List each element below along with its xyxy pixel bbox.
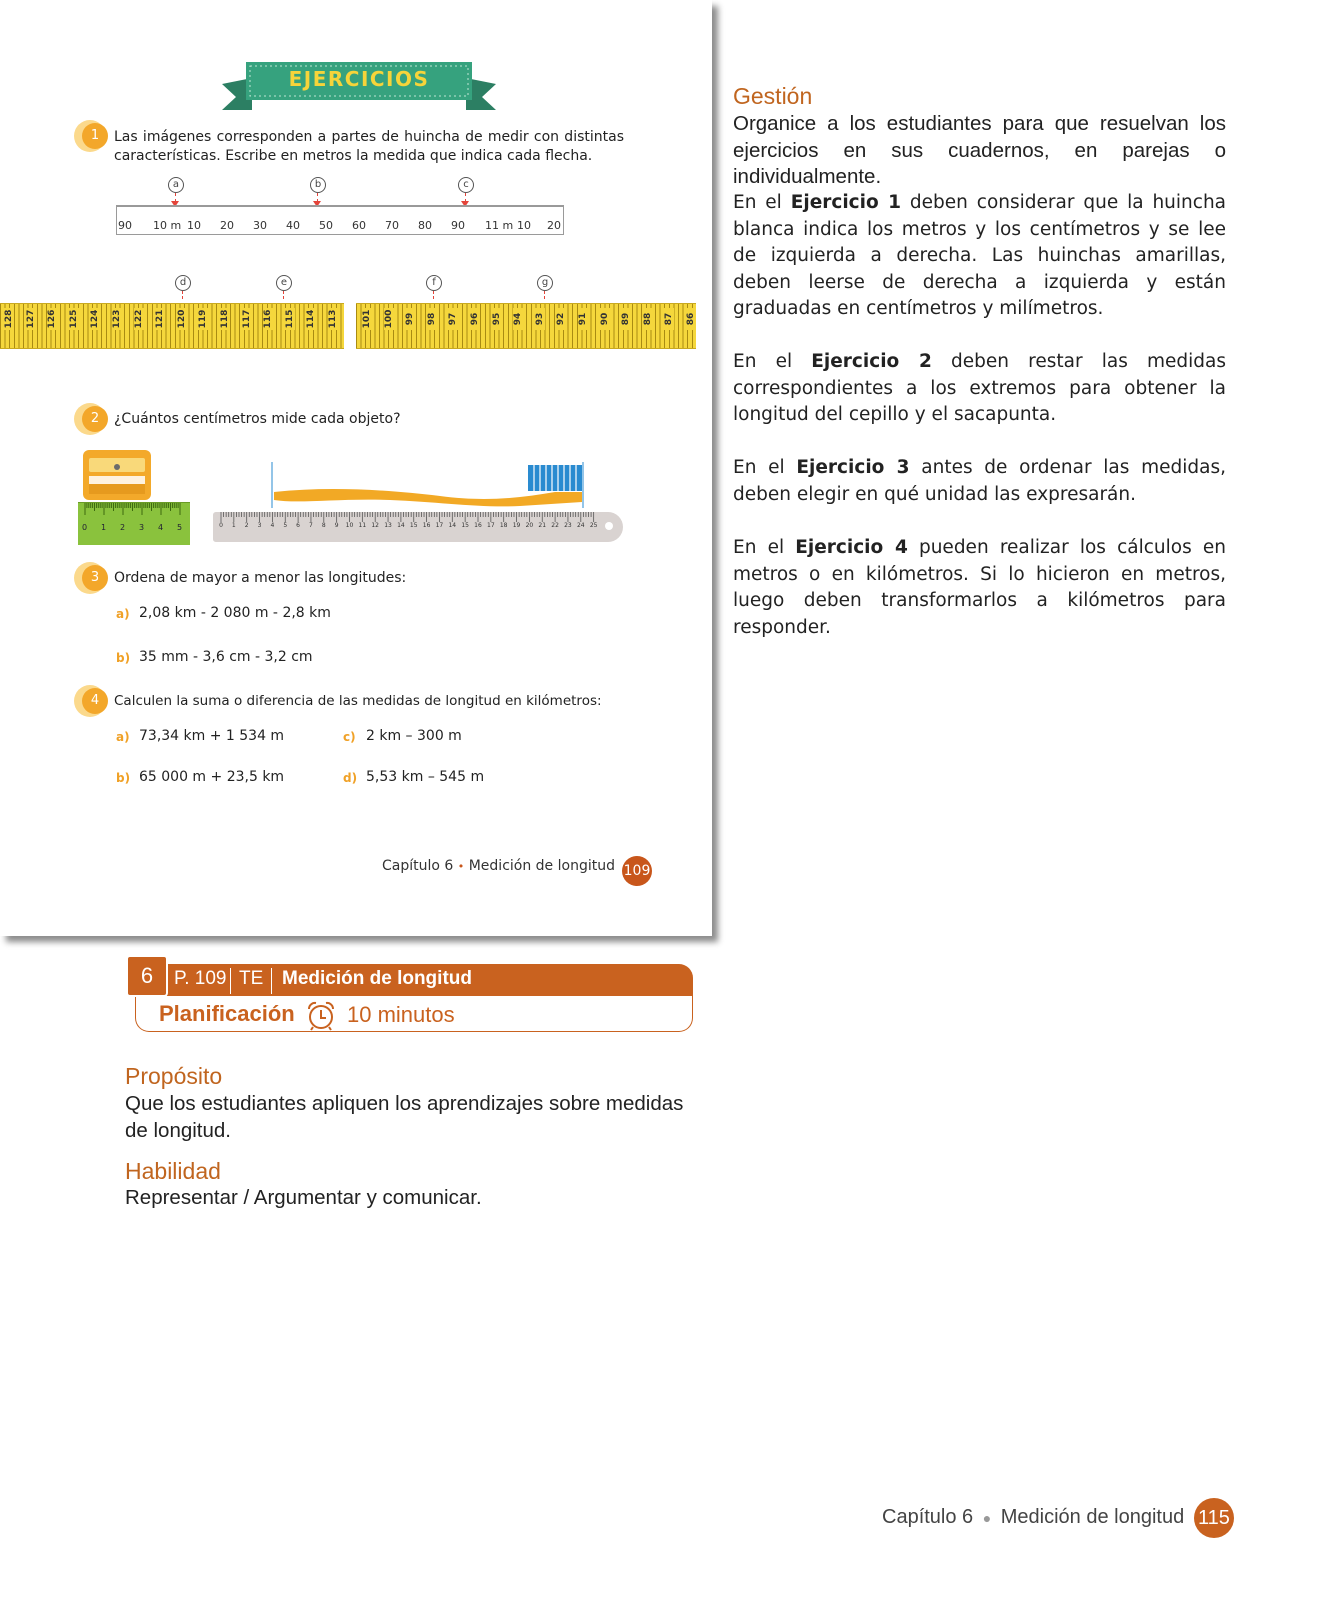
gray-ruler-label: 24 bbox=[576, 522, 585, 529]
habilidad-text: Representar / Argumentar y comunicar. bbox=[125, 1186, 482, 1209]
item-text: 73,34 km + 1 534 m bbox=[139, 728, 285, 744]
arrow-e bbox=[283, 291, 284, 299]
tape-number: 118 bbox=[220, 309, 230, 329]
gray-ruler-label: 13 bbox=[384, 522, 392, 529]
tape-number: 92 bbox=[556, 308, 566, 330]
tape-number: 114 bbox=[306, 309, 317, 329]
proposito-heading: Propósito bbox=[125, 1063, 223, 1089]
gray-ruler-label: 10 bbox=[345, 522, 354, 529]
tape-number: 95 bbox=[492, 308, 502, 330]
tape-number: 119 bbox=[198, 309, 209, 329]
text-run: En el bbox=[733, 192, 791, 213]
footer-title: Medición de longitud bbox=[1000, 1506, 1185, 1528]
white-tape-label: 20 bbox=[220, 219, 234, 232]
white-tape-label: 20 bbox=[547, 219, 561, 232]
bar-divider bbox=[230, 968, 231, 994]
tape-number: 121 bbox=[155, 309, 166, 329]
tape-number: 96 bbox=[470, 308, 480, 330]
gestion-paragraph-1: Organice a los estudiantes para que resuelvan los ejercicios en sus cuadernos, en parejas o individualmente. bbox=[733, 112, 1226, 188]
white-tape-label: 11 m bbox=[485, 219, 514, 232]
exercise-1-text: Las imágenes corresponden a partes de huincha de medir con distintas características. Escribe en metros la medida que indica cada flecha. bbox=[114, 129, 624, 164]
gray-ruler-label: 16 bbox=[474, 522, 482, 529]
text-run: En el bbox=[733, 537, 796, 558]
tape-number: 89 bbox=[621, 308, 631, 330]
planning-duration: 10 minutos bbox=[347, 1002, 455, 1027]
green-ruler bbox=[78, 502, 190, 545]
gray-ruler-label: 15 bbox=[461, 522, 469, 529]
inset-footer bbox=[382, 858, 615, 874]
arrow-label-a: a bbox=[168, 177, 184, 193]
green-ruler-label: 0 bbox=[82, 523, 88, 532]
green-ruler-label: 5 bbox=[177, 523, 183, 532]
gestion-paragraph-3 bbox=[733, 349, 1226, 429]
tape-number: 90 bbox=[600, 308, 610, 330]
white-tape-ticks bbox=[117, 206, 563, 218]
inset-footer-separator: • bbox=[457, 860, 465, 873]
text-run: En el bbox=[733, 351, 812, 372]
exercise-reference: Ejercicio 1 bbox=[790, 192, 902, 213]
item-letter: b) bbox=[116, 651, 131, 665]
tape-number: 120 bbox=[176, 309, 187, 329]
exercise-1-badge: 1 bbox=[82, 123, 108, 149]
gray-ruler-label: 8 bbox=[321, 522, 326, 529]
gray-ruler-label: 20 bbox=[525, 522, 534, 529]
exercise-3-text: Ordena de mayor a menor las longitudes: bbox=[114, 570, 407, 586]
planning-label: Planificación bbox=[159, 1001, 295, 1026]
yellow-tape-right bbox=[356, 303, 696, 349]
exercise-reference: Ejercicio 2 bbox=[811, 351, 932, 372]
green-ruler-label: 1 bbox=[101, 523, 107, 532]
text-run: En el bbox=[733, 457, 797, 478]
tape-number: 91 bbox=[578, 308, 588, 330]
gray-ruler-label: 14 bbox=[397, 522, 405, 529]
tape-number: 128 bbox=[4, 309, 14, 329]
white-tape-label: 90 bbox=[451, 219, 465, 232]
tape-number: 101 bbox=[362, 309, 372, 329]
tape-number: 122 bbox=[133, 309, 144, 329]
gray-ruler-label: 21 bbox=[538, 522, 547, 529]
text-run: deben considerar que la huincha blanca indica los metros y los centímetros y se lee de izquierda a derecha. Las huinchas amarillas, deben leerse de derecha a izquierda y están graduadas en centímetros y milímetros. bbox=[733, 192, 1227, 319]
page-number: 115 bbox=[1194, 1498, 1234, 1538]
ruler-hole bbox=[605, 522, 613, 530]
text-run: deben restar las medidas correspondientes a los extremos para obtener la longitud del cepillo y el sacapunta. bbox=[733, 351, 1226, 425]
gray-ruler-label: 25 bbox=[589, 522, 598, 529]
item-letter: c) bbox=[343, 730, 356, 744]
item-text: 2,08 km - 2 080 m - 2,8 km bbox=[139, 605, 331, 621]
gray-ruler-label: 4 bbox=[270, 522, 275, 529]
green-ruler-label: 2 bbox=[120, 523, 126, 532]
gray-ruler-label: 17 bbox=[435, 522, 444, 529]
gestion-paragraph-5 bbox=[733, 535, 1226, 641]
gray-ruler-label: 16 bbox=[422, 522, 431, 529]
green-ruler-label: 4 bbox=[158, 523, 164, 532]
exercise-reference: Ejercicio 4 bbox=[795, 537, 908, 558]
gray-ruler-label: 19 bbox=[512, 522, 521, 529]
toothbrush-image bbox=[270, 462, 586, 508]
gray-ruler-label: 2 bbox=[244, 522, 249, 529]
gray-ruler-label: 17 bbox=[487, 522, 495, 529]
white-tape-label: 90 bbox=[118, 219, 132, 232]
white-tape-label: 40 bbox=[286, 219, 300, 232]
alarm-clock-icon bbox=[305, 1000, 337, 1032]
tape-number: 100 bbox=[383, 309, 394, 329]
gray-ruler bbox=[213, 512, 623, 542]
inset-page-number: 109 bbox=[622, 856, 652, 886]
item-text: 5,53 km – 545 m bbox=[366, 769, 485, 785]
planning-title: Medición de longitud bbox=[282, 968, 472, 989]
tape-number: 99 bbox=[405, 308, 415, 330]
gestion-heading: Gestión bbox=[733, 83, 813, 109]
arrow-label-e: e bbox=[276, 275, 292, 291]
gray-ruler-label: 1 bbox=[231, 522, 236, 529]
tape-number: 113 bbox=[328, 309, 338, 329]
gray-ruler-label: 9 bbox=[334, 522, 339, 529]
student-page-inset bbox=[0, 0, 712, 936]
banner-title: EJERCICIOS bbox=[288, 67, 430, 91]
tape-number: 127 bbox=[25, 309, 36, 329]
exercise-reference: Ejercicio 3 bbox=[796, 457, 910, 478]
green-ruler-label: 3 bbox=[139, 523, 145, 532]
gray-ruler-label: 7 bbox=[309, 522, 313, 529]
gestion-paragraph-2 bbox=[733, 190, 1226, 323]
page-reference: P. 109 bbox=[174, 968, 227, 989]
tape-number: 124 bbox=[90, 309, 101, 329]
white-tape-label: 70 bbox=[385, 219, 399, 232]
arrow-label-g: g bbox=[537, 275, 553, 291]
white-tape-label: 60 bbox=[352, 219, 366, 232]
exercise-2-badge: 2 bbox=[82, 406, 108, 432]
item-letter: a) bbox=[116, 730, 130, 744]
item-text: 2 km – 300 m bbox=[366, 728, 462, 744]
tape-number: 86 bbox=[686, 308, 696, 330]
gray-ruler-label: 0 bbox=[219, 522, 223, 529]
exercise-4-text: Calculen la suma o diferencia de las medidas de longitud en kilómetros: bbox=[114, 693, 602, 709]
gray-ruler-label: 14 bbox=[448, 522, 457, 529]
inset-footer-chapter: Capítulo 6 bbox=[382, 858, 454, 874]
item-letter: b) bbox=[116, 771, 131, 785]
inset-footer-title: Medición de longitud bbox=[468, 858, 615, 874]
white-tape-label: 50 bbox=[319, 219, 333, 232]
gray-ruler-label: 11 bbox=[358, 522, 367, 529]
arrow-label-d: d bbox=[175, 275, 191, 291]
tape-number: 94 bbox=[513, 308, 523, 330]
arrow-d bbox=[182, 291, 183, 299]
white-tape-label: 30 bbox=[253, 219, 267, 232]
text-run: pueden realizar los cálculos en metros o en kilómetros. Si lo hicieron en metros, luego deben transformarlos a kilómetros para responder. bbox=[733, 537, 1226, 638]
white-tape-label: 10 m bbox=[153, 219, 182, 232]
tape-number: 115 bbox=[284, 309, 295, 329]
footer-chapter: Capítulo 6 bbox=[882, 1506, 974, 1528]
tape-number: 98 bbox=[427, 308, 437, 330]
bar-divider bbox=[271, 968, 272, 994]
item-text: 35 mm - 3,6 cm - 3,2 cm bbox=[139, 649, 313, 665]
sharpener-image bbox=[83, 450, 153, 502]
yellow-tape-left bbox=[0, 303, 344, 349]
tape-number: 97 bbox=[448, 308, 458, 330]
item-text: 65 000 m + 23,5 km bbox=[139, 769, 285, 785]
gray-ruler-label: 5 bbox=[283, 522, 288, 529]
exercise-2-text: ¿Cuántos centímetros mide cada objeto? bbox=[114, 411, 401, 427]
tape-number: 126 bbox=[47, 309, 58, 329]
tape-number: 88 bbox=[643, 308, 653, 330]
tape-number: 125 bbox=[68, 309, 79, 329]
gray-ruler-label: 3 bbox=[257, 522, 262, 529]
arrow-f bbox=[433, 291, 434, 299]
gray-ruler-label: 12 bbox=[371, 522, 380, 529]
white-tape-label: 10 bbox=[517, 219, 531, 232]
footer-separator: ● bbox=[982, 1510, 992, 1526]
gray-ruler-label: 23 bbox=[564, 522, 572, 529]
page-footer bbox=[882, 1506, 1184, 1529]
arrow-label-c: c bbox=[458, 177, 474, 193]
tape-number: 93 bbox=[535, 308, 545, 330]
text-run: antes de ordenar las medidas, deben elegir en qué unidad las expresarán. bbox=[733, 457, 1226, 505]
gray-ruler-label: 22 bbox=[551, 522, 559, 529]
tape-number: 123 bbox=[112, 309, 122, 329]
white-tape-label: 10 bbox=[187, 219, 201, 232]
gestion-paragraph-4 bbox=[733, 455, 1226, 508]
text-type: TE bbox=[239, 968, 264, 989]
gray-ruler-label: 15 bbox=[409, 522, 418, 529]
gray-ruler-label: 6 bbox=[296, 522, 301, 529]
gray-ruler-label: 18 bbox=[499, 522, 508, 529]
arrow-label-f: f bbox=[426, 275, 442, 291]
arrow-g bbox=[544, 291, 545, 299]
tape-number: 117 bbox=[241, 309, 252, 329]
item-letter: a) bbox=[116, 607, 130, 621]
arrow-label-b: b bbox=[310, 177, 326, 193]
white-tape-label: 80 bbox=[418, 219, 432, 232]
item-letter: d) bbox=[343, 771, 358, 785]
habilidad-heading: Habilidad bbox=[125, 1158, 221, 1184]
proposito-text: Que los estudiantes apliquen los aprendizajes sobre medidas de longitud. bbox=[125, 1092, 684, 1142]
tape-number: 116 bbox=[263, 309, 274, 329]
exercise-3-badge: 3 bbox=[82, 565, 108, 591]
white-measuring-tape bbox=[116, 205, 564, 235]
tape-number: 87 bbox=[664, 308, 674, 330]
exercise-4-badge: 4 bbox=[82, 688, 108, 714]
chapter-number-badge: 6 bbox=[126, 955, 168, 997]
